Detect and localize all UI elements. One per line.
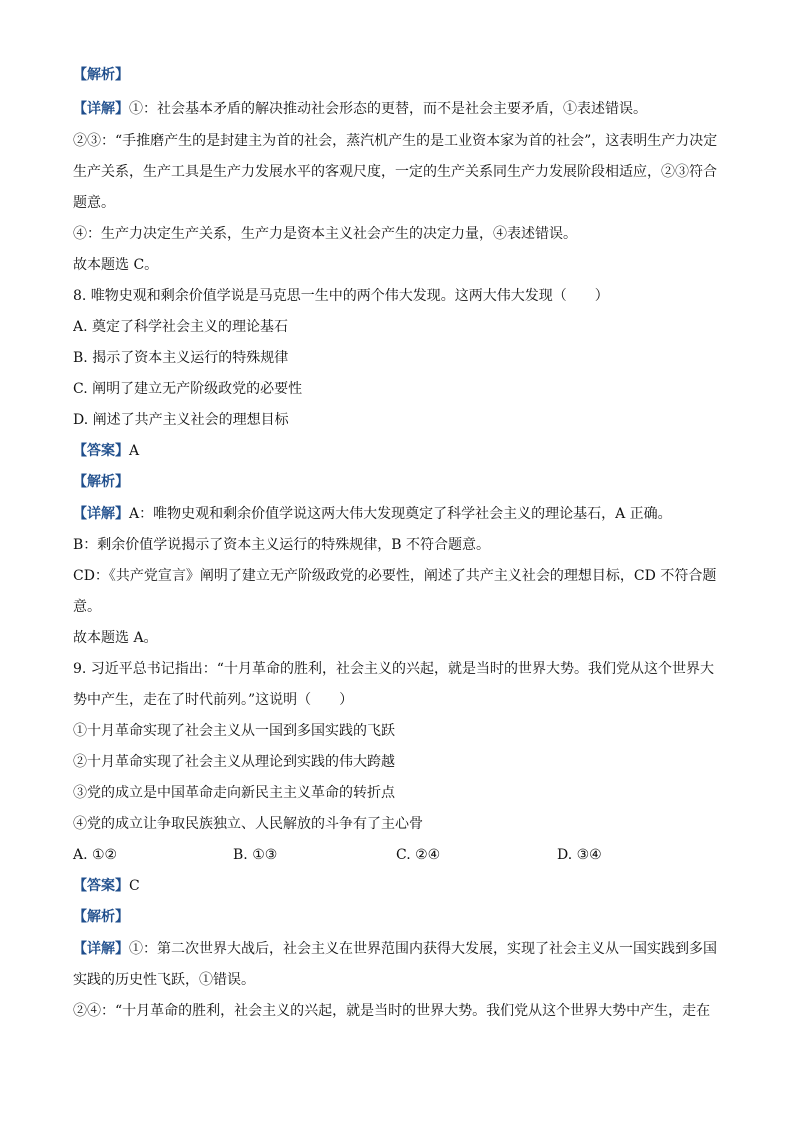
analysis-heading	[73, 65, 723, 85]
question-8-stem: 8. 唯物史观和剩余价值学说是马克思一生中的两个伟大发现。这两大伟大发现（ ）	[73, 288, 609, 304]
answer-value: A	[129, 443, 140, 459]
conclusion-line: 故本题选 C。	[73, 257, 159, 273]
analysis-label: 【解析】	[73, 909, 129, 925]
choice-a: A. ①②	[73, 847, 118, 863]
answer-label: 【答案】	[73, 878, 129, 894]
conclusion-line: 故本题选 A。	[73, 630, 158, 646]
option-a: A. 奠定了科学社会主义的理论基石	[73, 319, 289, 335]
choice-c: C. ②④	[396, 847, 441, 863]
detail-line: ②③：“手推磨产生的是封建主为首的社会，蒸汽机产生的是工业资本家为首的社会”，这表明生产力决定	[73, 133, 718, 149]
detail-line: 生产关系，生产工具是生产力发展水平的客观尺度，一定的生产关系同生产力发展阶段相适应，②③符合	[73, 164, 717, 180]
detail-text: ①：社会基本矛盾的解决推动社会形态的更替，而不是社会主要矛盾，①表述错误。	[129, 101, 647, 117]
answer-label: 【答案】	[73, 443, 129, 459]
detail-line: ②④：“十月革命的胜利，社会主义的兴起，就是当时的世界大势。我们党从这个世界大势中产生，走在	[73, 1003, 711, 1019]
statement-1: ①十月革命实现了社会主义从一国到多国实践的飞跃	[73, 723, 395, 739]
detail-line: CD：《共产党宣言》阐明了建立无产阶级政党的必要性，阐述了共产主义社会的理想目标，CD 不符合题	[73, 568, 717, 584]
analysis-label: 【解析】	[73, 67, 129, 83]
choice-d: D. ③④	[557, 847, 602, 863]
option-c: C. 阐明了建立无产阶级政党的必要性	[73, 381, 303, 397]
detail-label: 【详解】	[73, 506, 129, 522]
detail-label: 【详解】	[73, 941, 129, 957]
detail-text: ①：第二次世界大战后，社会主义在世界范围内获得大发展，实现了社会主义从一国实践到多国	[129, 941, 717, 957]
detail-line	[73, 939, 723, 959]
detail-line: 实践的历史性飞跃，①错误。	[73, 972, 255, 988]
choice-b: B. ①③	[233, 847, 278, 863]
detail-line: 题意。	[73, 195, 115, 211]
detail-line: B：剩余价值学说揭示了资本主义运行的特殊规律，B 不符合题意。	[73, 537, 491, 553]
question-9-stem: 9. 习近平总书记指出：“十月革命的胜利，社会主义的兴起，就是当时的世界大势。我们党从这个世界大	[73, 661, 714, 677]
analysis-heading	[73, 907, 723, 927]
question-9-stem-cont: 势中产生，走在了时代前列。”这说明（ ）	[73, 692, 354, 708]
option-d: D. 阐述了共产主义社会的理想目标	[73, 412, 289, 428]
analysis-label: 【解析】	[73, 474, 129, 490]
analysis-heading	[73, 472, 723, 492]
answer-line	[73, 441, 723, 461]
detail-line: ④：生产力决定生产关系，生产力是资本主义社会产生的决定力量，④表述错误。	[73, 226, 577, 242]
option-b: B. 揭示了资本主义运行的特殊规律	[73, 350, 289, 366]
detail-line: 意。	[73, 599, 101, 615]
detail-line	[73, 504, 723, 524]
answer-line	[73, 876, 723, 896]
statement-3: ③党的成立是中国革命走向新民主主义革命的转折点	[73, 785, 395, 801]
answer-value: C	[129, 878, 140, 894]
statement-2: ②十月革命实现了社会主义从理论到实践的伟大跨越	[73, 754, 395, 770]
detail-label: 【详解】	[73, 101, 129, 117]
statement-4: ④党的成立让争取民族独立、人民解放的斗争有了主心骨	[73, 816, 423, 832]
detail-line	[73, 99, 723, 119]
detail-text: A：唯物史观和剩余价值学说这两大伟大发现奠定了科学社会主义的理论基石，A 正确。	[129, 506, 672, 522]
